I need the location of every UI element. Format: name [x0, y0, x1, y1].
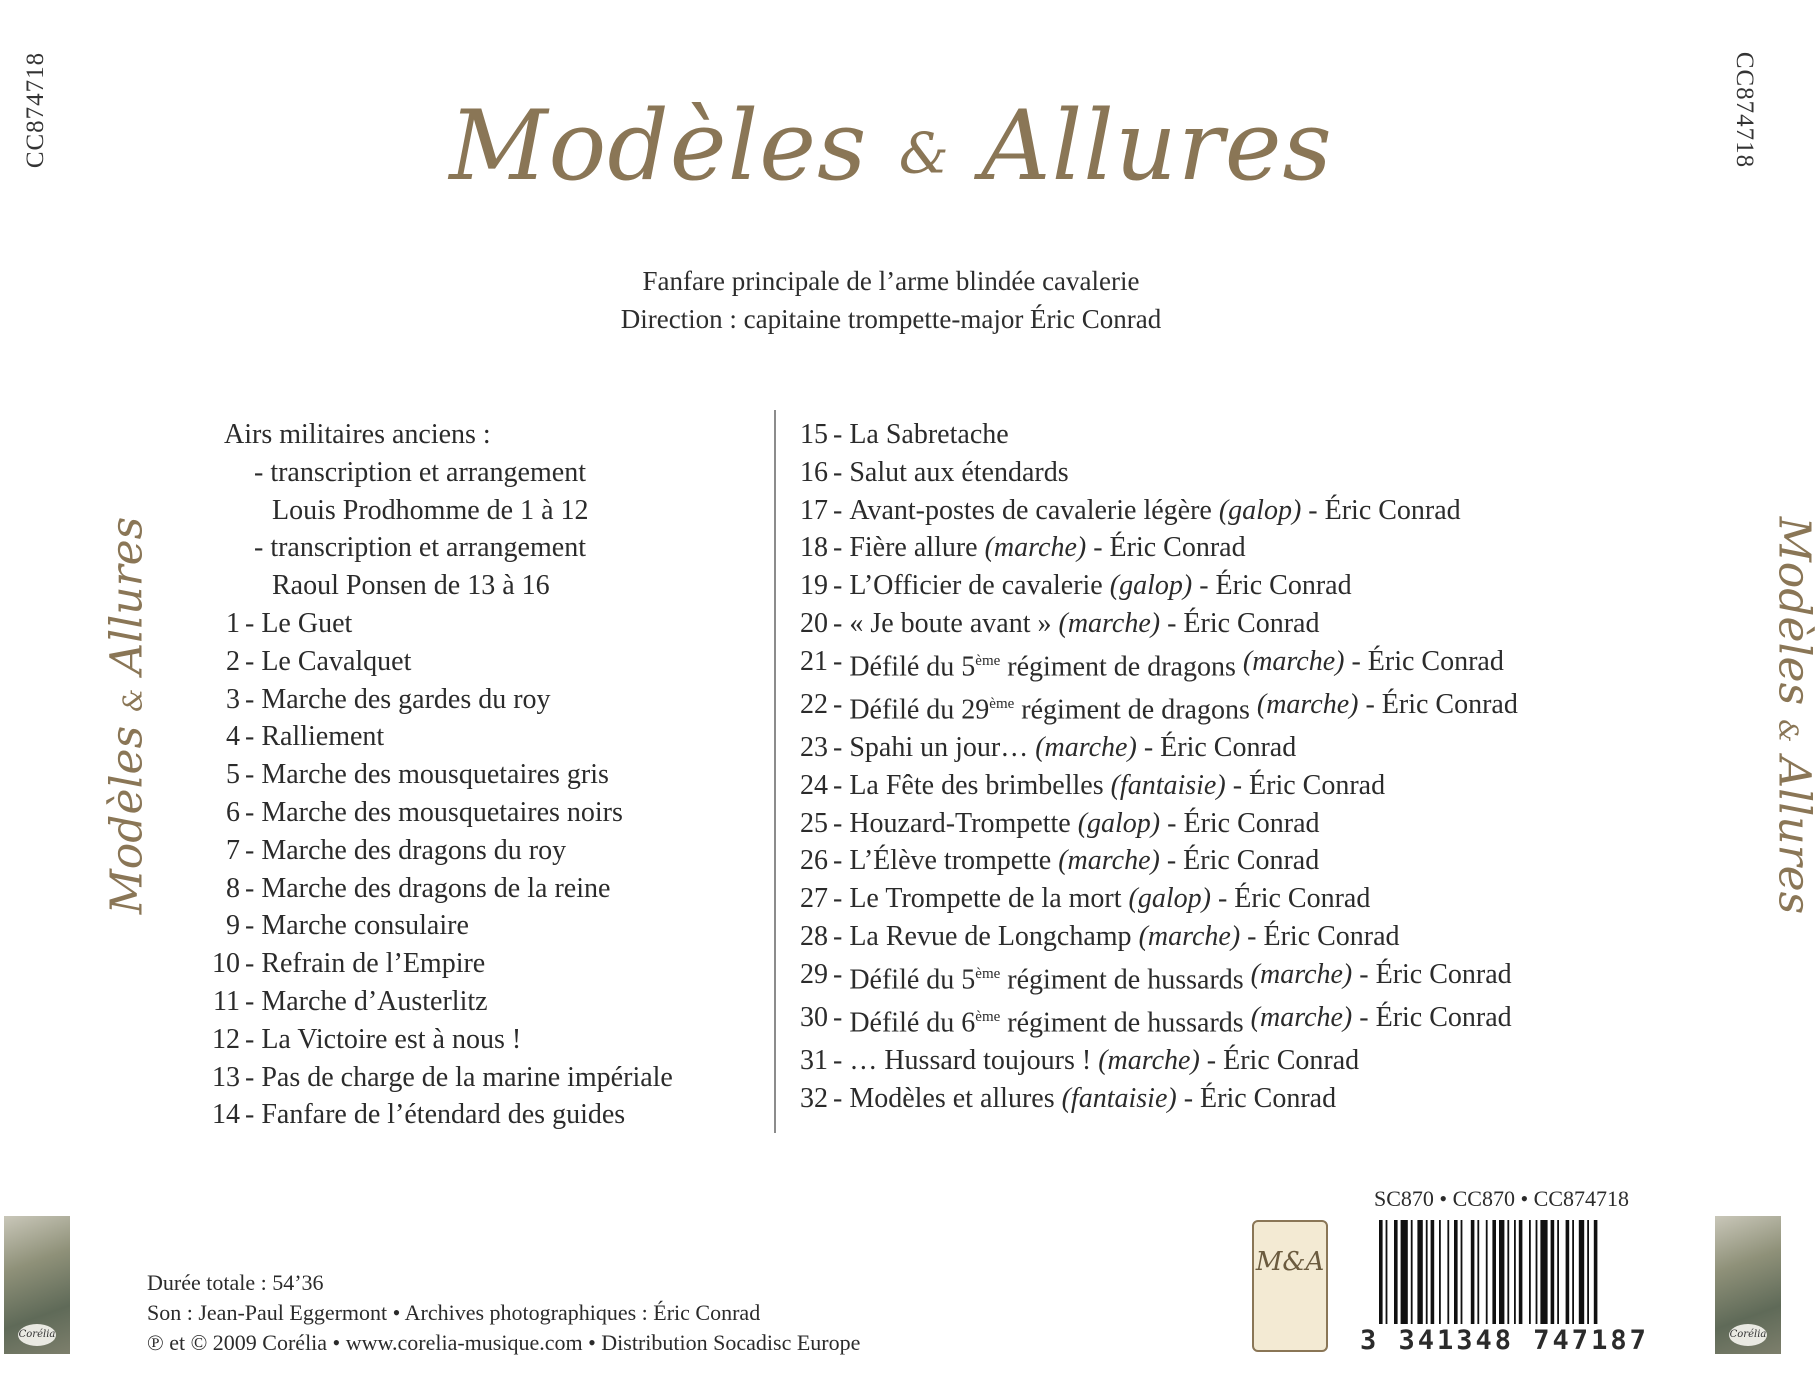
track-title: Houzard-Trompette	[849, 807, 1071, 839]
track-separator: -	[833, 688, 843, 720]
track-number: 5	[226, 759, 240, 791]
track-title: La Sabretache	[849, 419, 1009, 450]
barcode-bar	[1529, 1220, 1531, 1324]
album-title	[0, 90, 1782, 202]
track-separator: -	[833, 921, 843, 953]
track-style: (marche)	[1058, 845, 1160, 877]
track-number: 29	[800, 958, 828, 990]
track-style: (fantaisie)	[1061, 1082, 1177, 1114]
track-composer: - Éric Conrad	[1247, 921, 1400, 953]
track-row	[180, 794, 673, 832]
track-number: 28	[800, 921, 828, 953]
track-separator: -	[833, 807, 843, 839]
track-number: 22	[800, 688, 828, 720]
track-style: (marche)	[1256, 688, 1359, 720]
track-separator: -	[245, 683, 255, 715]
track-title: Le Guet	[261, 608, 353, 639]
track-title: Défilé du 5ème régiment de dragons	[849, 651, 1236, 683]
track-number: 26	[800, 845, 828, 877]
track-title: Le Cavalquet	[261, 645, 412, 677]
track-row	[180, 718, 673, 756]
track-row	[768, 529, 1518, 567]
ensemble-name: Fanfare principale de l’arme blindée cavalerie	[642, 266, 1140, 296]
track-row	[768, 643, 1518, 686]
track-row	[180, 1096, 673, 1134]
track-style: (marche)	[1250, 1001, 1353, 1033]
track-title: Salut aux étendards	[849, 456, 1069, 488]
barcode-bar	[1492, 1220, 1496, 1324]
track-separator: -	[833, 1045, 843, 1077]
title-part1: Modèles	[449, 90, 868, 202]
track-separator: -	[245, 1099, 255, 1131]
barcode-bar	[1471, 1220, 1475, 1324]
spine-logo-left: Modèles & Allures	[101, 516, 153, 915]
track-row	[768, 416, 1518, 454]
track-number: 31	[800, 1045, 828, 1077]
track-composer: - Éric Conrad	[1359, 1001, 1512, 1033]
track-composer: - Éric Conrad	[1217, 883, 1371, 915]
intro-heading: Airs militaires anciens :	[224, 419, 491, 450]
track-composer: - Éric Conrad	[1167, 607, 1320, 639]
track-number: 10	[212, 948, 240, 980]
track-style: (galop)	[1128, 883, 1211, 915]
track-row	[180, 945, 673, 983]
track-style: (marche)	[1058, 607, 1161, 639]
barcode-bar	[1587, 1220, 1589, 1324]
track-row	[768, 880, 1518, 918]
corelia-logo-left: Corélia	[18, 1324, 56, 1346]
copyright-line: ℗ et © 2009 Corélia • www.corelia-musique.com • Distribution Socadisc Europe	[147, 1330, 861, 1355]
track-separator: -	[245, 872, 255, 904]
track-composer: - Éric Conrad	[1093, 532, 1246, 564]
track-number: 13	[212, 1061, 240, 1093]
track-row	[180, 756, 673, 794]
sound-credits: Son : Jean-Paul Eggermont • Archives photographiques : Éric Conrad	[147, 1300, 761, 1325]
track-style: (marche)	[1250, 958, 1353, 990]
barcode-bar	[1379, 1220, 1383, 1324]
track-separator: -	[245, 721, 255, 753]
title-part2: Allures	[981, 90, 1333, 202]
track-row	[180, 681, 673, 719]
track-separator: -	[833, 645, 843, 677]
track-number: 16	[800, 456, 828, 488]
track-number: 24	[800, 769, 828, 801]
barcode-bar	[1454, 1220, 1458, 1324]
track-composer: - Éric Conrad	[1199, 570, 1352, 602]
track-row	[768, 767, 1518, 805]
track-style: (galop)	[1218, 494, 1302, 526]
track-title: Le Trompette de la mort	[849, 883, 1122, 915]
track-title: … Hussard toujours !	[849, 1045, 1092, 1077]
corelia-logo-right: Corélia	[1729, 1324, 1767, 1346]
track-separator: -	[833, 532, 843, 564]
track-number: 25	[800, 807, 828, 839]
track-title: Marche des dragons du roy	[261, 834, 567, 866]
track-row	[768, 1080, 1518, 1118]
barcode-bar	[1461, 1220, 1463, 1324]
product-codes: SC870 • CC870 • CC874718	[1374, 1186, 1630, 1211]
track-title: Défilé du 6ème régiment de hussards	[849, 1007, 1244, 1039]
track-composer: - Éric Conrad	[1143, 732, 1297, 764]
track-title: « Je boute avant »	[849, 607, 1052, 639]
catalog-number-left: CC874718	[22, 51, 50, 169]
track-composer: - Éric Conrad	[1206, 1045, 1360, 1077]
label-tile-right	[1715, 1216, 1781, 1354]
track-row	[180, 1059, 673, 1097]
track-title: L’Officier de cavalerie	[849, 570, 1103, 602]
track-number: 27	[800, 883, 828, 915]
track-row	[180, 832, 673, 870]
track-separator: -	[833, 732, 843, 764]
track-row	[768, 956, 1518, 999]
track-title: Fière allure	[849, 532, 978, 564]
barcode-bar	[1439, 1220, 1441, 1324]
track-style: (marche)	[1242, 645, 1345, 677]
spine-logo-right: Modèles & Allures	[1768, 516, 1819, 915]
track-number: 3	[226, 683, 240, 715]
track-number: 14	[212, 1099, 240, 1131]
arrangement-1-line1: - transcription et arrangement	[254, 456, 586, 488]
track-row	[180, 605, 673, 643]
track-separator: -	[245, 608, 255, 639]
track-row	[768, 567, 1518, 605]
track-separator: -	[245, 796, 255, 828]
barcode-bar	[1519, 1220, 1523, 1324]
track-title: Refrain de l’Empire	[261, 948, 486, 980]
track-separator: -	[833, 769, 843, 801]
barcode-bar	[1447, 1220, 1449, 1324]
track-row	[768, 605, 1518, 643]
track-row	[768, 918, 1518, 956]
track-composer: - Éric Conrad	[1365, 688, 1518, 720]
barcode-bar	[1486, 1220, 1488, 1324]
track-row	[180, 643, 673, 681]
track-number: 19	[800, 570, 828, 602]
track-style: (marche)	[1098, 1045, 1200, 1077]
barcode-bar	[1477, 1220, 1479, 1324]
track-number: 17	[800, 494, 828, 526]
track-separator: -	[833, 883, 843, 915]
track-row	[180, 983, 673, 1021]
track-title: La Victoire est à nous !	[261, 1023, 522, 1055]
track-style: (marche)	[1138, 921, 1241, 953]
barcode-bar	[1411, 1220, 1413, 1324]
title-ampersand: &	[898, 121, 950, 187]
track-style: (marche)	[1035, 732, 1137, 764]
track-title: Spahi un jour…	[849, 732, 1029, 764]
barcode-bar	[1514, 1220, 1516, 1324]
barcode-bar	[1507, 1220, 1509, 1324]
track-row	[768, 686, 1518, 729]
barcode-bar	[1431, 1220, 1435, 1324]
track-composer: - Éric Conrad	[1166, 845, 1320, 877]
track-title: La Revue de Longchamp	[849, 921, 1132, 953]
track-title: Défilé du 5ème régiment de hussards	[849, 964, 1244, 996]
track-separator: -	[245, 1061, 255, 1093]
track-composer: - Éric Conrad	[1183, 1082, 1337, 1114]
track-separator: -	[833, 1082, 843, 1114]
track-style: (galop)	[1077, 807, 1161, 839]
track-number: 8	[226, 872, 240, 904]
track-row	[768, 729, 1518, 767]
arrangement-1-line2: Louis Prodhomme de 1 à 12	[272, 494, 589, 526]
track-composer: - Éric Conrad	[1359, 958, 1512, 990]
track-title: Marche des gardes du roy	[261, 683, 551, 715]
track-title: Modèles et allures	[849, 1082, 1055, 1114]
barcode-bar	[1426, 1220, 1428, 1324]
barcode-bar	[1417, 1220, 1422, 1324]
track-title: Ralliement	[261, 721, 385, 753]
track-separator: -	[245, 645, 255, 677]
track-composer: - Éric Conrad	[1232, 769, 1386, 801]
track-number: 20	[800, 607, 828, 639]
track-separator: -	[833, 845, 843, 877]
direction-line: Direction : capitaine trompette-major Éric Conrad	[620, 304, 1162, 334]
track-separator: -	[833, 494, 843, 526]
arrangement-2-line2: Raoul Ponsen de 13 à 16	[272, 570, 550, 602]
track-separator: -	[833, 607, 843, 639]
track-number: 1	[226, 608, 240, 639]
track-separator: -	[833, 419, 843, 450]
barcode-bar	[1499, 1220, 1504, 1324]
track-number: 2	[226, 645, 240, 677]
track-title: Marche des dragons de la reine	[261, 872, 611, 904]
track-title: L’Élève trompette	[849, 845, 1052, 877]
track-composer: - Éric Conrad	[1167, 807, 1320, 839]
track-style: (fantaisie)	[1110, 769, 1226, 801]
track-number: 23	[800, 732, 828, 764]
track-row	[768, 999, 1518, 1042]
track-number: 7	[226, 834, 240, 866]
track-composer: - Éric Conrad	[1351, 645, 1504, 677]
track-separator: -	[245, 759, 255, 791]
track-row	[768, 492, 1518, 530]
track-number: 11	[213, 985, 240, 1017]
track-separator: -	[245, 1023, 255, 1055]
track-title: Marche des mousquetaires noirs	[261, 796, 623, 828]
track-number: 21	[800, 645, 828, 677]
track-row	[180, 907, 673, 945]
track-number: 18	[800, 532, 828, 564]
barcode-bar	[1536, 1220, 1538, 1324]
track-title: Marche consulaire	[261, 910, 469, 942]
track-row	[768, 805, 1518, 843]
track-number: 9	[226, 910, 240, 942]
track-separator: -	[833, 456, 843, 488]
track-title: Pas de charge de la marine impériale	[261, 1061, 673, 1093]
track-title: Fanfare de l’étendard des guides	[261, 1099, 626, 1131]
barcode-bar	[1566, 1220, 1570, 1324]
track-row	[768, 1042, 1518, 1080]
barcode-bar	[1540, 1220, 1547, 1324]
track-number: 30	[800, 1001, 828, 1033]
track-title: Avant-postes de cavalerie légère	[849, 494, 1212, 526]
barcode-bar	[1401, 1220, 1408, 1324]
track-title: Défilé du 29ème régiment de dragons	[849, 694, 1250, 726]
track-composer: - Éric Conrad	[1308, 494, 1461, 526]
monogram-logo: M&A	[1252, 1220, 1328, 1352]
track-separator: -	[245, 948, 255, 980]
catalog-number-right: CC874718	[1731, 51, 1759, 169]
track-title: Marche des mousquetaires gris	[261, 759, 609, 791]
track-number: 12	[212, 1023, 240, 1055]
track-row	[768, 454, 1518, 492]
track-style: (marche)	[984, 532, 1087, 564]
track-style: (galop)	[1109, 570, 1193, 602]
track-separator: -	[833, 958, 843, 990]
track-row	[768, 842, 1518, 880]
track-separator: -	[833, 1001, 843, 1033]
label-tile-left	[4, 1216, 70, 1354]
track-separator: -	[245, 834, 255, 866]
track-title: La Fête des brimbelles	[849, 769, 1104, 801]
barcode-bar	[1551, 1220, 1555, 1324]
arrangement-2-line1: - transcription et arrangement	[254, 532, 586, 564]
track-separator: -	[833, 570, 843, 602]
track-title: Marche d’Austerlitz	[261, 985, 488, 1017]
track-list-left	[180, 605, 673, 1134]
duration: Durée totale : 54’36	[147, 1270, 324, 1295]
intro-block	[224, 416, 589, 605]
barcode-bar	[1394, 1220, 1398, 1324]
barcode-bar	[1386, 1220, 1388, 1324]
barcode-bar	[1572, 1220, 1574, 1324]
track-separator: -	[245, 910, 255, 942]
barcode-bar	[1594, 1220, 1598, 1324]
track-number: 4	[226, 721, 240, 753]
track-row	[180, 870, 673, 908]
track-number: 32	[800, 1082, 828, 1114]
track-list-right	[768, 416, 1518, 1118]
track-row	[180, 1021, 673, 1059]
barcode-digits: 3 341348 747187	[1356, 1325, 1653, 1356]
track-number: 6	[226, 796, 240, 828]
track-separator: -	[245, 985, 255, 1017]
barcode-bar	[1557, 1220, 1559, 1324]
barcode-bar	[1579, 1220, 1584, 1324]
track-number: 15	[800, 419, 828, 450]
